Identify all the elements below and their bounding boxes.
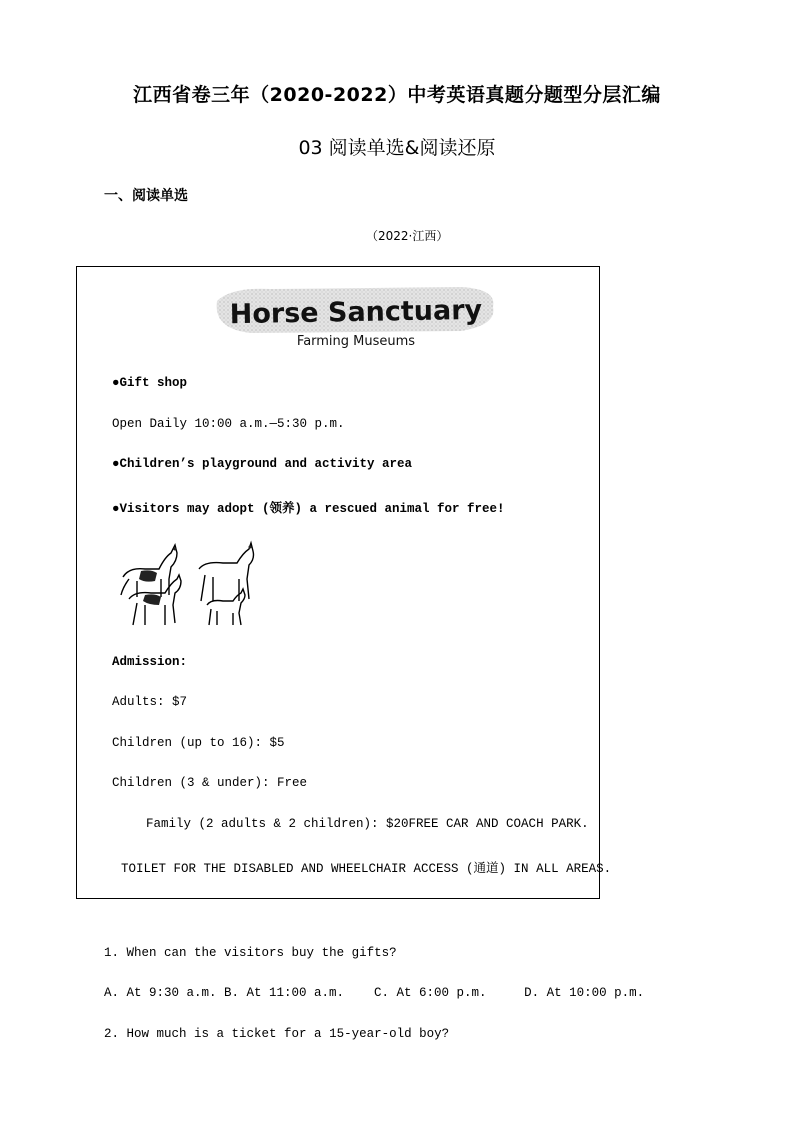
section-heading: 一、阅读单选	[104, 188, 188, 204]
playground-item: ●Children’s playground and activity area	[112, 457, 413, 471]
gift-shop-item: ●Gift shop	[112, 376, 188, 390]
question-source: （2022·江西）	[366, 229, 449, 243]
admission-heading: Admission:	[112, 655, 188, 669]
question-text: When can the visitors buy the gifts?	[126, 946, 397, 960]
family-price: Family (2 adults & 2 children): $20FREE CAR AND COACH PARK.	[146, 817, 589, 831]
question-2	[104, 1027, 449, 1041]
question-1	[104, 946, 397, 960]
child-price: Children (up to 16): $5	[112, 736, 285, 750]
logo-subtitle: Farming Museums	[296, 334, 416, 349]
question-1-options: A. At 9:30 a.m. B. At 11:00 a.m. C. At 6:00 p.m. D. At 10:00 p.m.	[104, 986, 645, 1000]
question-text: How much is a ticket for a 15-year-old boy?	[126, 1027, 450, 1041]
question-number: 1.	[104, 946, 120, 960]
adult-price: Adults: $7	[112, 695, 188, 709]
adopt-item: ●Visitors may adopt (领养) a rescued animal for free!	[112, 502, 505, 516]
question-number: 2.	[104, 1027, 120, 1041]
document-title: 江西省卷三年（2020-2022）中考英语真题分题型分层汇编	[133, 84, 661, 106]
document-subtitle: 03 阅读单选&阅读还原	[298, 137, 496, 159]
notice-box	[76, 266, 612, 899]
horses-illustration	[115, 539, 260, 627]
infant-price: Children (3 & under): Free	[112, 776, 308, 790]
accessibility-note: TOILET FOR THE DISABLED AND WHEELCHAIR ACCESS (通道) IN ALL AREAS.	[121, 862, 612, 876]
logo-title: Horse Sanctuary	[229, 294, 483, 331]
horse-sanctuary-logo	[211, 281, 501, 351]
open-hours-text: Open Daily 10:00 a.m.—5:30 p.m.	[112, 417, 345, 431]
